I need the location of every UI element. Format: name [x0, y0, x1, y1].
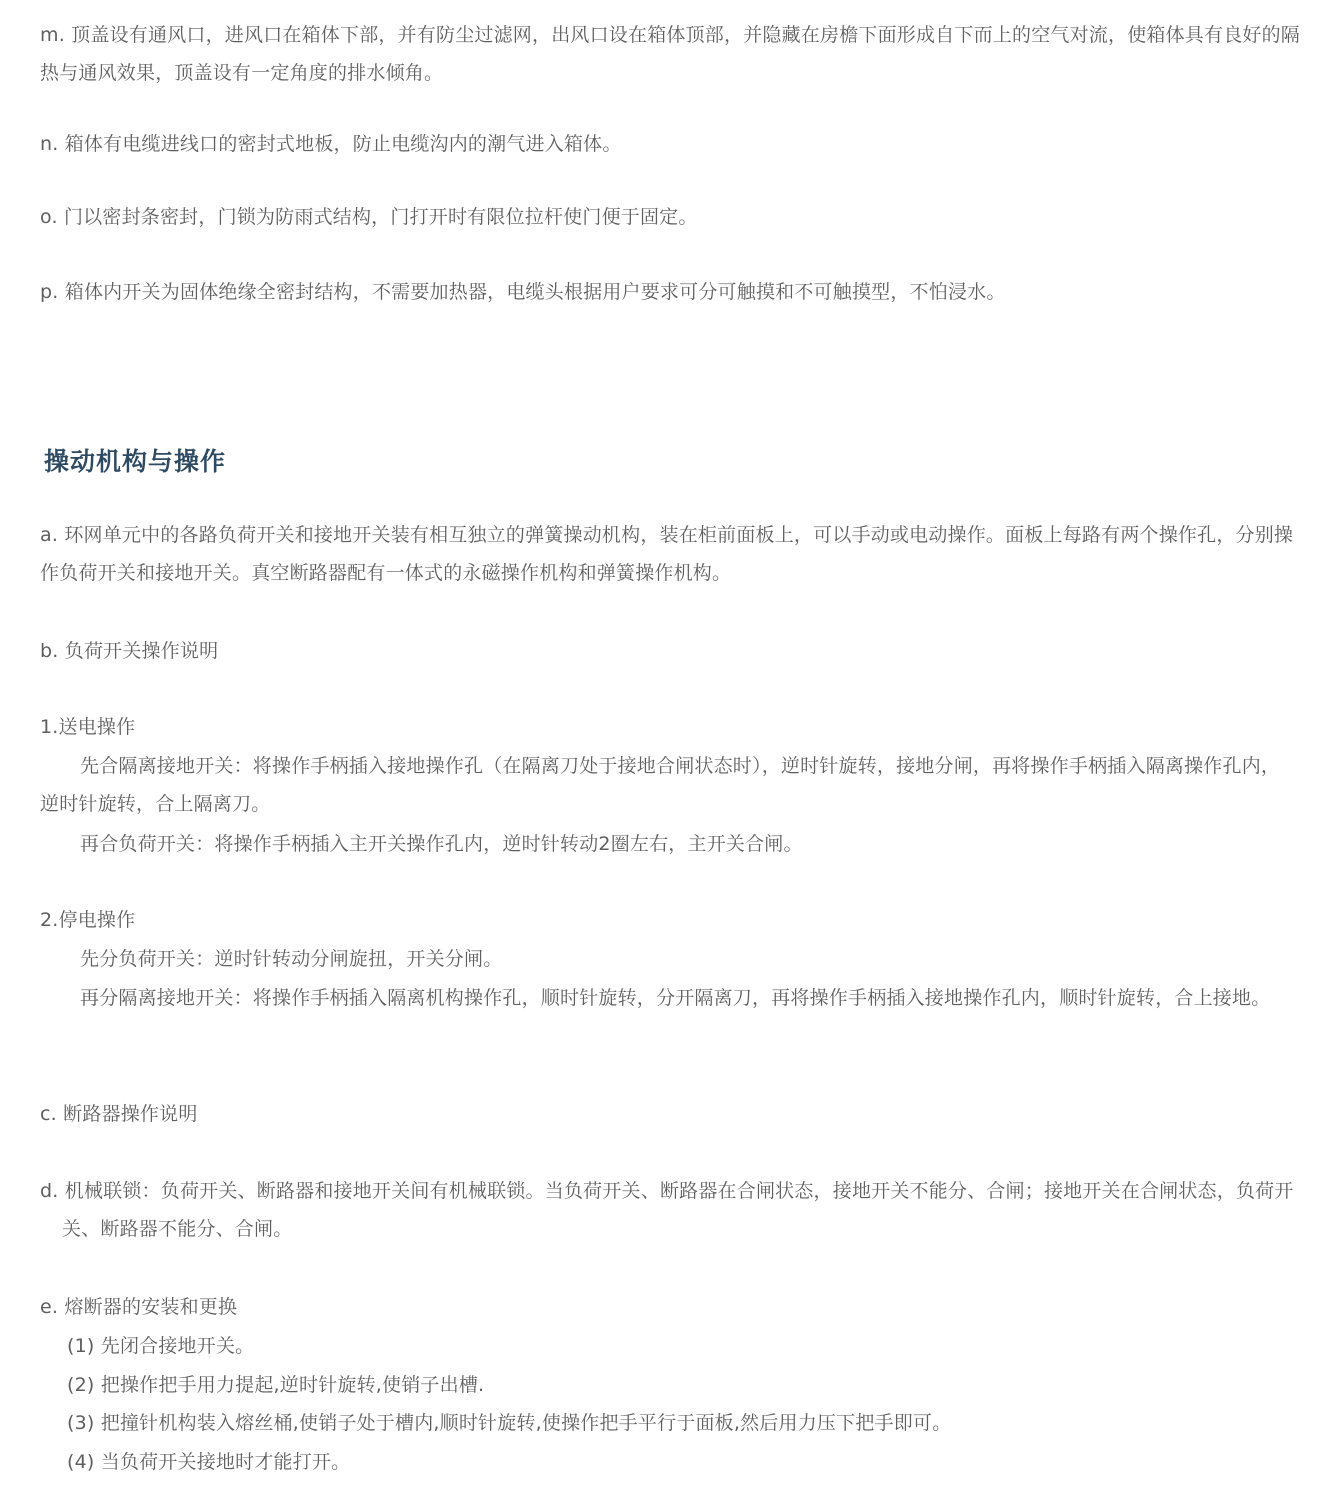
power-on-step-1: 先合隔离接地开关：将操作手柄插入接地操作孔（在隔离刀处于接地合闸状态时），逆时针旋转，接地分闸，再将操作手柄插入隔离操作孔内，逆时针旋转，合上隔离刀。	[40, 755, 1281, 815]
paragraph-o: o. 门以密封条密封，门锁为防雨式结构，门打开时有限位拉杆使门便于固定。	[40, 206, 698, 228]
fuse-step-1: (1) 先闭合接地开关。	[67, 1335, 255, 1357]
power-off-step-2: 再分隔离接地开关：将操作手柄插入隔离机构操作孔，顺时针旋转，分开隔离刀，再将操作手柄插入接地操作孔内，顺时针旋转，合上接地。	[80, 987, 1271, 1009]
paragraph-n: n. 箱体有电缆进线口的密封式地板，防止电缆沟内的潮气进入箱体。	[40, 133, 622, 155]
paragraph-b: b. 负荷开关操作说明	[40, 640, 219, 662]
fuse-step-3: (3) 把撞针机构装入熔丝桶,使销子处于槽内,顺时针旋转,使操作把手平行于面板,然后用力压下把手即可。	[67, 1412, 952, 1434]
paragraph-c: c. 断路器操作说明	[40, 1103, 198, 1125]
power-off-heading: 2.停电操作	[40, 909, 136, 931]
power-on-step-2: 再合负荷开关：将操作手柄插入主开关操作孔内，逆时针转动2圈左右，主开关合闸。	[80, 833, 803, 855]
fuse-step-4: (4) 当负荷开关接地时才能打开。	[67, 1451, 351, 1473]
section-title: 操动机构与操作	[44, 447, 227, 476]
fuse-step-2: (2) 把操作把手用力提起,逆时针旋转,使销子出槽.	[67, 1374, 485, 1396]
paragraph-m: m. 顶盖设有通风口，进风口在箱体下部，并有防尘过滤网，出风口设在箱体顶部，并隐藏在房檐下面形成自下而上的空气对流，使箱体具有良好的隔热与通风效果，顶盖设有一定角度的排水倾角。	[40, 24, 1300, 84]
paragraph-p: p. 箱体内开关为固体绝缘全密封结构，不需要加热器，电缆头根据用户要求可分可触摸和不可触摸型，不怕浸水。	[40, 281, 1006, 303]
paragraph-a: a. 环网单元中的各路负荷开关和接地开关装有相互独立的弹簧操动机构，装在柜前面板上，可以手动或电动操作。面板上每路有两个操作孔，分别操作负荷开关和接地开关。真空断路器配有一体式的永磁操作机构和弹簧操作机构。	[40, 524, 1294, 584]
power-off-step-1: 先分负荷开关：逆时针转动分闸旋扭，开关分闸。	[80, 948, 503, 970]
power-on-heading: 1.送电操作	[40, 716, 136, 738]
fuse-heading: e. 熔断器的安装和更换	[40, 1296, 238, 1318]
paragraph-d: d. 机械联锁：负荷开关、断路器和接地开关间有机械联锁。当负荷开关、断路器在合闸状态，接地开关不能分、合闸；接地开关在合闸状态，负荷开关、断路器不能分、合闸。	[40, 1180, 1294, 1240]
